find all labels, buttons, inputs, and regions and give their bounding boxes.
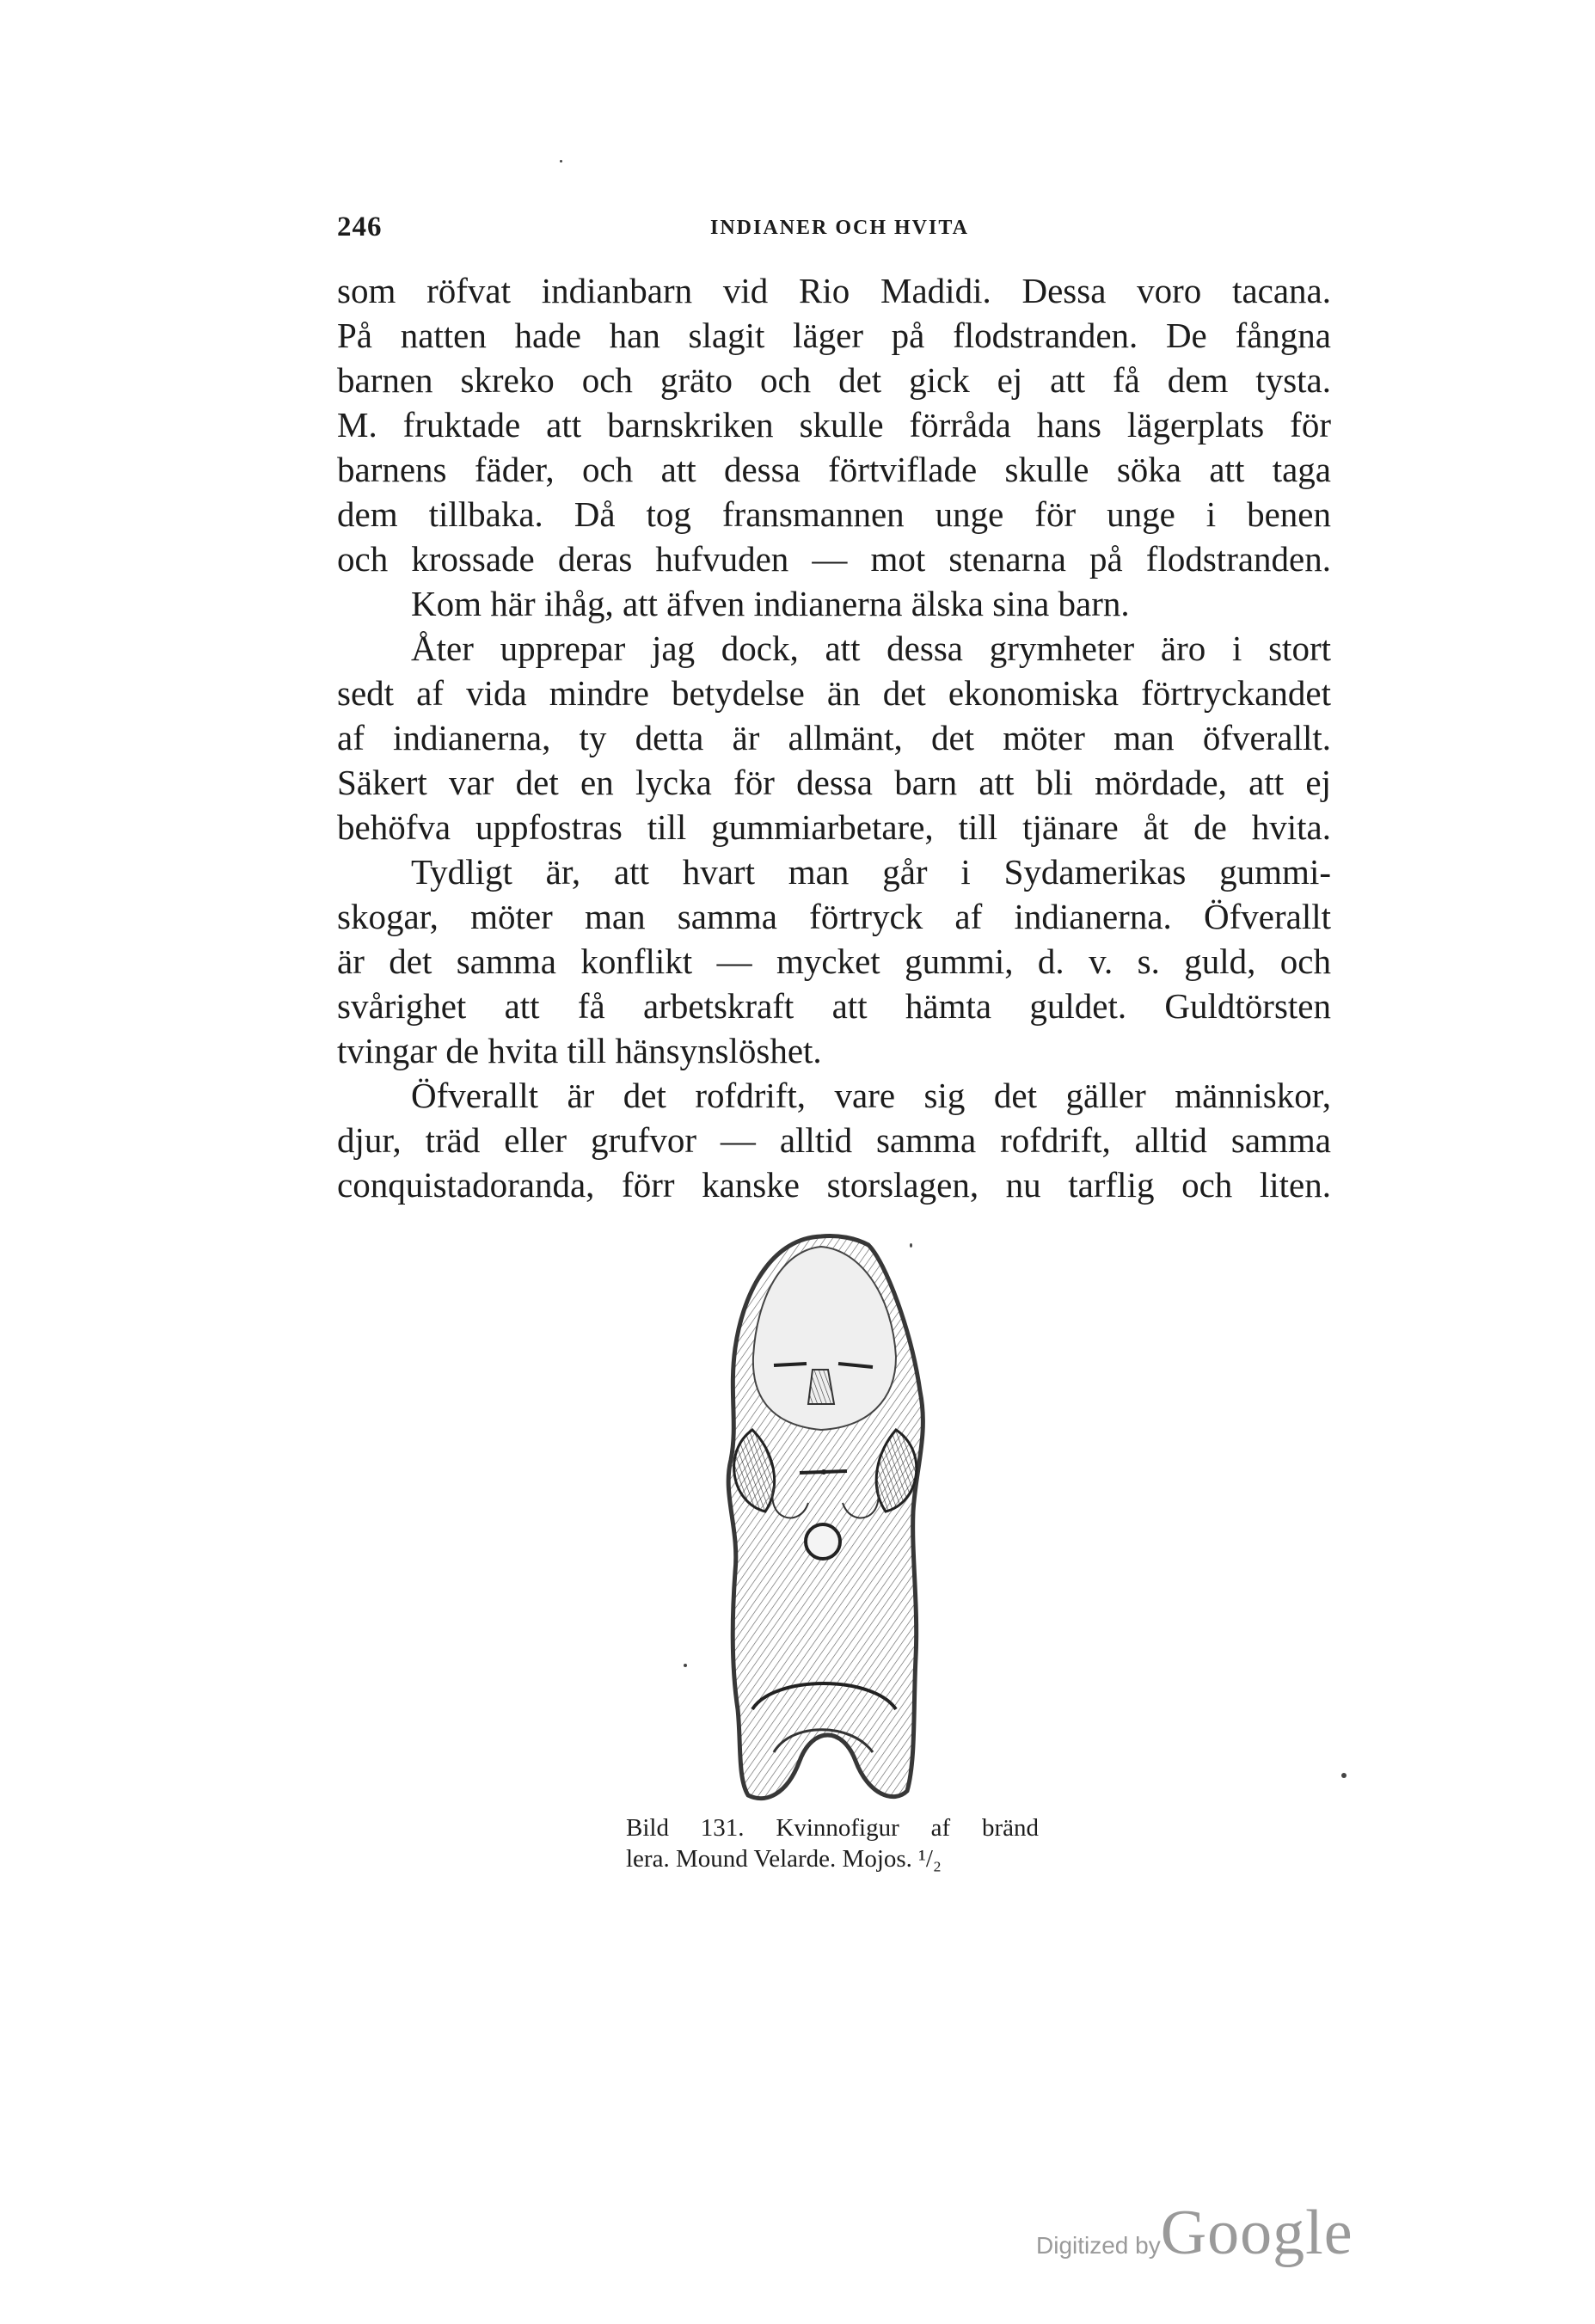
watermark-prefix: Digitized by (1036, 2232, 1161, 2259)
text-line: behöfva uppfostras till gummiarbetare, till tjänare åt de hvita. (337, 807, 1331, 847)
text-line: sedt af vida mindre betydelse än det ekonomiska förtryckandet (337, 673, 1331, 713)
text-line: barnen skreko och gräto och det gick ej att få dem tysta. (337, 360, 1331, 400)
text-line: skogar, möter man samma förtryck af indianerna. Öfverallt (337, 897, 1331, 936)
text-line: Kom här ihåg, att äfven indianerna älska sina barn. (411, 584, 1130, 623)
text-line: som röfvat indianbarn vid Rio Madidi. Dessa voro tacana. (337, 271, 1331, 310)
page-number: 246 (337, 212, 383, 242)
text-line: conquistadoranda, förr kanske storslagen, nu tarflig och liten. (337, 1165, 1331, 1205)
google-watermark (1036, 2197, 1353, 2270)
caption-line: Bild 131. Kvinnofigur af bränd (626, 1814, 1039, 1842)
speck (560, 160, 562, 162)
clay-figurine-illustration (671, 1228, 980, 1830)
text-line: dem tillbaka. Då tog fransmannen unge för unge i benen (337, 494, 1331, 534)
text-line: barnens fäder, och att dessa förtviflade skulle söka att taga (337, 450, 1331, 489)
text-line: Tydligt är, att hvart man går i Sydamerikas gummi- (411, 852, 1331, 892)
running-title: INDIANER OCH HVITA (710, 217, 969, 239)
speck (1341, 1773, 1347, 1778)
body-text (337, 268, 1331, 1207)
text-line: M. fruktade att barnskriken skulle förråda hans lägerplats för (337, 405, 1331, 445)
watermark-brand: Google (1160, 2198, 1353, 2268)
text-line: tvingar de hvita till hänsynslöshet. (337, 1031, 822, 1070)
text-line: djur, träd eller grufvor — alltid samma rofdrift, alltid samma (337, 1120, 1331, 1160)
text-line: Åter upprepar jag dock, att dessa grymheter äro i stort (411, 629, 1331, 668)
text-line: Öfverallt är det rofdrift, vare sig det gäller människor, (411, 1076, 1331, 1115)
text-line: Säkert var det en lycka för dessa barn att bli mördade, att ej (337, 763, 1331, 802)
caption-line: lera. Mound Velarde. Mojos. ¹/₂ (626, 1845, 942, 1873)
text-line: är det samma konflikt — mycket gummi, d. v. s. guld, och (337, 941, 1331, 981)
text-line: På natten hade han slagit läger på flodstranden. De fångna (337, 316, 1331, 355)
text-line: svårighet att få arbetskraft att hämta guldet. Guldtörsten (337, 986, 1331, 1026)
text-line: af indianerna, ty detta är allmänt, det möter man öfverallt. (337, 718, 1331, 757)
text-line: och krossade deras hufvuden — mot stenarna på flodstranden. (337, 539, 1331, 579)
figure-caption (626, 1812, 1039, 1874)
